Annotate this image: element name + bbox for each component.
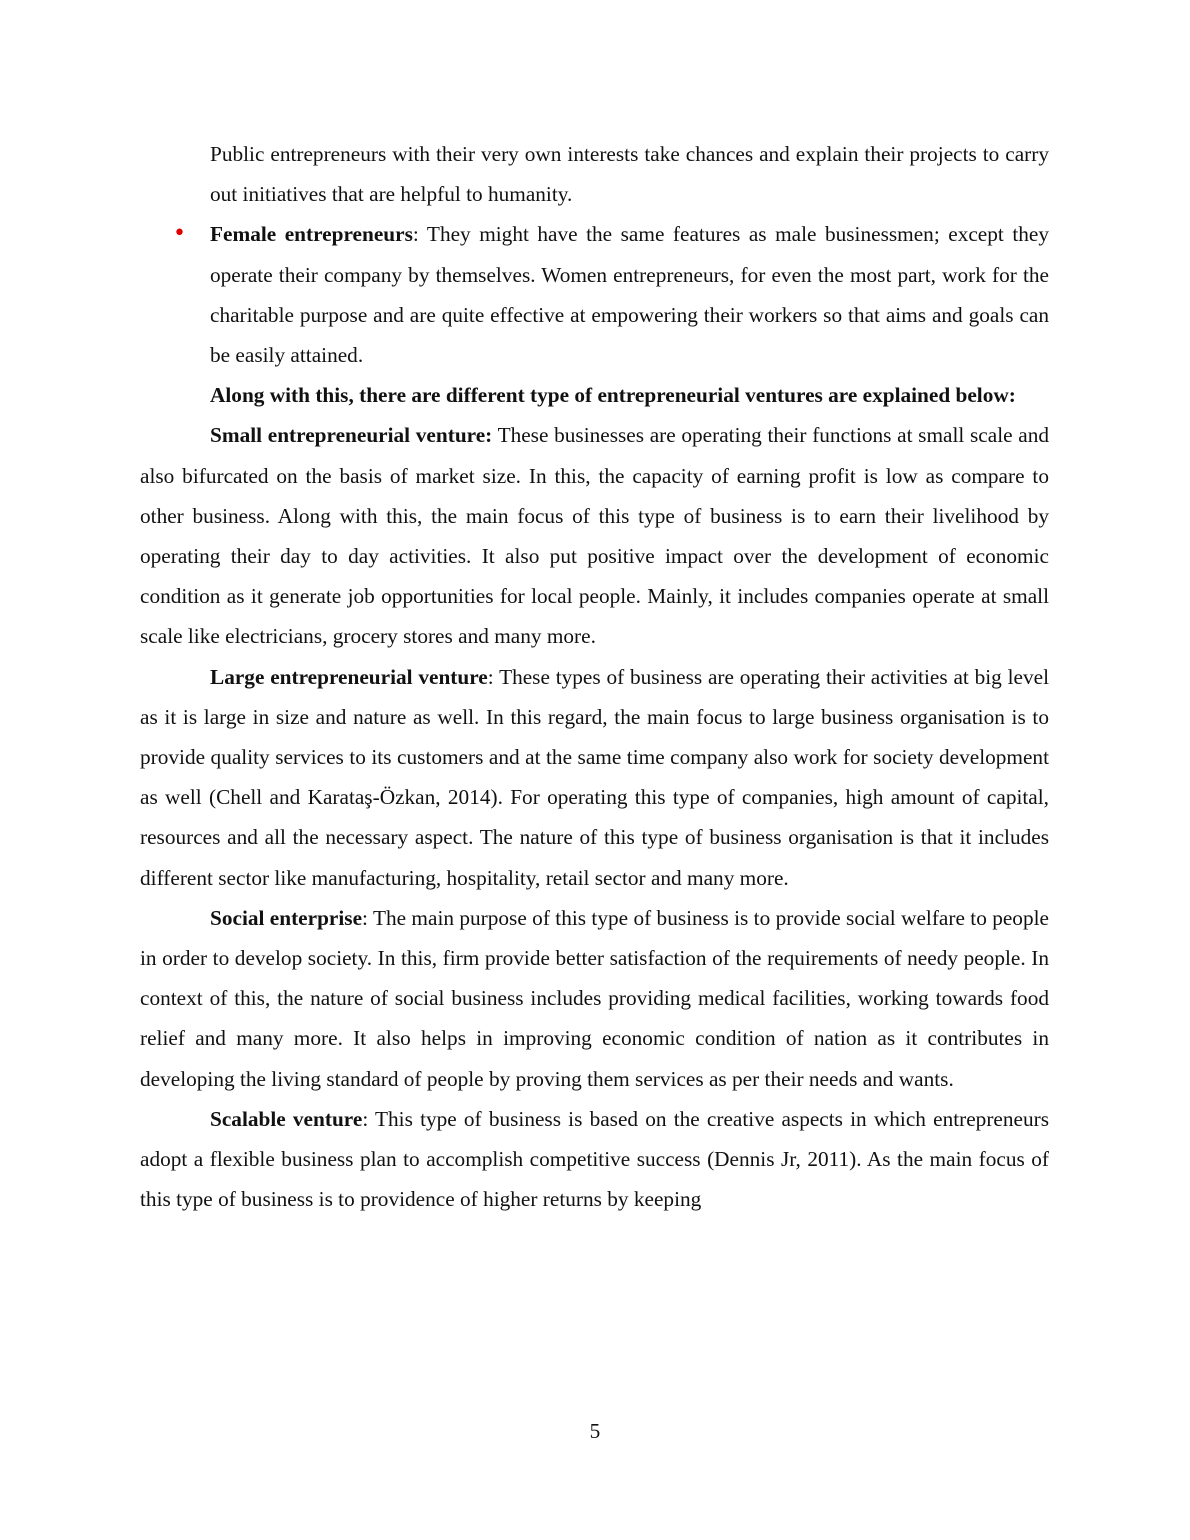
venture-text: These businesses are operating their functions at small scale and also bifurcated on the basis of market size. In this, the capacity of earning profit is low as compare to other business. Along with this, the main focus of this type of business is to earn their livelihood by operating their day to day activities. It also put positive impact over the development of economic condition as it generate job opportunities for local people. Mainly, it includes companies operate at small scale like electricians, grocery stores and many more. (140, 423, 1049, 649)
venture-term: Social enterprise (210, 905, 363, 930)
continuation-text: Public entrepreneurs with their very own interests take chances and explain their projects to carry out initiatives that are helpful to humanity. (210, 142, 1049, 207)
venture-paragraph-social (140, 898, 1049, 1099)
venture-term: Large entrepreneurial venture (210, 664, 488, 689)
venture-term: Small entrepreneurial venture: (210, 423, 493, 448)
venture-paragraph-small (140, 415, 1049, 656)
body-text (140, 134, 1049, 1219)
continuation-paragraph (140, 134, 1049, 214)
bullet-dot-icon: • (173, 221, 186, 247)
ventures-intro-heading (140, 375, 1049, 415)
bullet-term: Female entrepreneurs (210, 222, 413, 247)
venture-text: : The main purpose of this type of business is to provide social welfare to people in order to develop society. In this, firm provide better satisfaction of the requirements of needy people. In context of this, the nature of social business includes providing medical facilities, working towards food relief and many more. It also helps in improving economic condition of nation as it contributes in developing the living standard of people by proving them services as per their needs and wants. (140, 905, 1049, 1091)
venture-paragraph-scalable (140, 1099, 1049, 1220)
venture-text: : These types of business are operating their activities at big level as it is large in size and nature as well. In this regard, the main focus to large business organisation is to provide quality services to its customers and at the same time company also work for society development as well (Chell and Karataş-Özkan, 2014). For operating this type of companies, high amount of capital, resources and all the necessary aspect. The nature of this type of business organisation is that it includes different sector like manufacturing, hospitality, retail sector and many more. (140, 664, 1050, 890)
bullet-text: : They might have the same features as male businessmen; except they operate their company by themselves. Women entrepreneurs, for even the most part, work for the charitable purpose and are quite effective at empowering their workers so that aims and goals can be easily attained. (210, 222, 1049, 368)
bullet-item-female-entrepreneurs (140, 214, 1049, 375)
venture-paragraph-large (140, 657, 1049, 898)
venture-text: : This type of business is based on the creative aspects in which entrepreneurs adopt a flexible business plan to accomplish competitive success (Dennis Jr, 2011). As the main focus of this type of business is to providence of higher returns by keeping (140, 1106, 1049, 1212)
ventures-intro-text: Along with this, there are different type of entrepreneurial ventures are explained below: (210, 383, 1016, 408)
venture-term: Scalable venture (210, 1106, 363, 1131)
page-number: 5 (589, 1419, 601, 1443)
